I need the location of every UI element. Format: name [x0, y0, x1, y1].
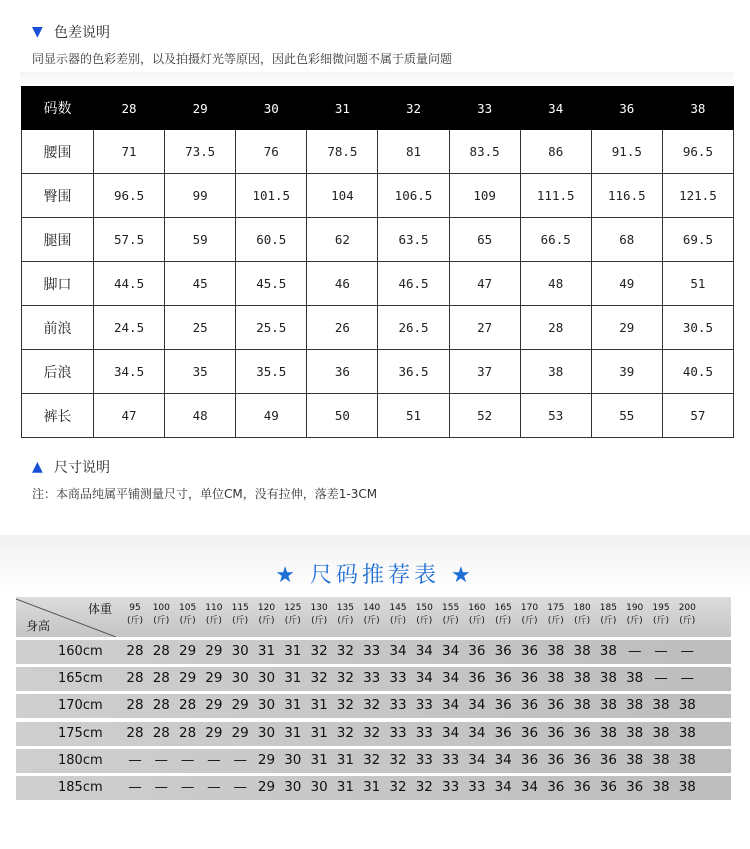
table-row: [22, 306, 734, 350]
size-recommend-cell: 31: [284, 670, 302, 687]
size-recommend-cell: 38: [547, 670, 565, 687]
size-recommend-cell: 33: [389, 697, 407, 714]
measure-value: 30.5: [662, 306, 733, 350]
recommend-row: [16, 667, 731, 691]
weight-header-cell: 180 (斤): [573, 603, 591, 626]
size-recommend-cell: 34: [442, 697, 460, 714]
size-recommend-cell: 31: [284, 724, 302, 741]
measure-value: 27: [449, 306, 520, 350]
size-recommend-cell: 38: [626, 670, 644, 687]
size-recommend-cell: 36: [494, 724, 512, 741]
color-note-text: 同显示器的色彩差别，以及拍摄灯光等原因，因此色彩细微问题不属于质量问题: [32, 52, 453, 66]
weight-header-cell: 165 (斤): [494, 603, 512, 626]
weight-header-cell: 150 (斤): [415, 603, 433, 626]
size-recommend-cell: 38: [573, 697, 591, 714]
size-recommend-cell: 32: [363, 697, 381, 714]
size-recommend-cell: 30: [257, 724, 276, 741]
size-header-cell: 31: [307, 87, 378, 130]
measure-value: 83.5: [449, 130, 520, 174]
size-recommend-cell: 34: [468, 697, 486, 714]
height-value: 160cm: [58, 644, 103, 659]
size-recommend-cell: —: [654, 670, 668, 687]
size-recommend-cell: 38: [573, 643, 591, 659]
measure-value: 44.5: [94, 262, 165, 306]
size-recommend-cell: 32: [415, 779, 433, 795]
size-recommend-cell: 36: [494, 697, 512, 714]
measure-value: 76: [236, 130, 307, 174]
size-recommend-cell: 38: [626, 751, 644, 768]
measure-value: 99: [165, 174, 236, 218]
size-recommend-cell: —: [654, 643, 668, 659]
size-header-cell: 32: [378, 87, 449, 130]
size-recommend-cell: —: [128, 751, 142, 768]
weight-header-cell: 105 (斤): [179, 603, 197, 626]
weight-header-cell: 155 (斤): [442, 603, 460, 626]
size-recommend-cell: 29: [205, 643, 223, 659]
size-recommend-cell: —: [207, 779, 221, 795]
size-recommend-cell: 36: [547, 751, 565, 768]
measure-value: 52: [449, 394, 520, 438]
size-recommend-cell: 28: [152, 724, 170, 741]
measure-value: 121.5: [662, 174, 733, 218]
size-recommend-cell: —: [154, 751, 169, 768]
size-header-cell: 36: [591, 87, 662, 130]
measure-value: 47: [449, 262, 520, 306]
size-recommend-cell: —: [680, 670, 695, 687]
measure-value: 49: [236, 394, 307, 438]
size-recommend-cell: 32: [310, 670, 328, 687]
size-recommend-cell: 31: [336, 779, 354, 795]
size-recommend-cell: 38: [678, 724, 696, 741]
weight-header-cell: 120 (斤): [257, 603, 276, 626]
size-recommend-cell: 36: [520, 751, 539, 768]
size-recommend-cell: 34: [494, 751, 512, 768]
size-recommend-cell: 34: [415, 670, 433, 687]
measure-value: 109: [449, 174, 520, 218]
size-recommend-cell: 36: [599, 779, 617, 795]
height-label: 身高: [26, 619, 51, 633]
measure-value: 69.5: [662, 218, 733, 262]
size-recommend-cell: 32: [336, 643, 354, 659]
size-recommend-cell: 31: [310, 697, 328, 714]
weight-header-cell: 185 (斤): [599, 603, 617, 626]
size-recommend-cell: 31: [257, 643, 276, 659]
measure-value: 57: [662, 394, 733, 438]
recommend-row: [16, 694, 731, 718]
size-recommend-cell: 38: [678, 697, 696, 714]
measure-value: 28: [520, 306, 591, 350]
measure-value: 101.5: [236, 174, 307, 218]
size-recommend-cell: 29: [179, 643, 197, 659]
size-recommend-cell: —: [128, 779, 142, 795]
table-row: [22, 262, 734, 306]
size-recommend-cell: 29: [205, 670, 223, 687]
measure-value: 35.5: [236, 350, 307, 394]
size-recommend-cell: —: [180, 751, 195, 768]
weight-header-cell: 170 (斤): [520, 603, 539, 626]
measure-value: 68: [591, 218, 662, 262]
size-header-cell: 28: [94, 87, 165, 130]
size-header-cell: 30: [236, 87, 307, 130]
size-recommend-cell: 32: [336, 724, 354, 741]
weight-header-cell: 135 (斤): [336, 603, 354, 626]
weight-header-cell: 195 (斤): [652, 603, 670, 626]
weight-header-cell: 95 (斤): [126, 603, 144, 626]
weight-header-cell: 115 (斤): [231, 603, 249, 626]
measure-value: 39: [591, 350, 662, 394]
size-recommend-cell: 31: [336, 751, 354, 768]
size-note-header: [32, 457, 110, 477]
measure-value: 35: [165, 350, 236, 394]
measure-value: 86: [520, 130, 591, 174]
recommend-row: [16, 722, 731, 746]
size-recommend-cell: 36: [520, 670, 539, 687]
size-recommend-cell: 33: [442, 779, 460, 795]
measure-value: 36: [307, 350, 378, 394]
size-recommend-cell: 34: [468, 751, 486, 768]
table-row: [22, 218, 734, 262]
weight-header-cell: 175 (斤): [547, 603, 565, 626]
measure-value: 57.5: [94, 218, 165, 262]
size-recommend-cell: 29: [257, 779, 276, 795]
recommend-title: ★ 尺码推荐表 ★: [275, 563, 475, 588]
size-recommend-cell: 28: [152, 670, 170, 687]
size-recommend-cell: 30: [257, 697, 276, 714]
measure-value: 51: [662, 262, 733, 306]
measure-label: 前浪: [22, 306, 94, 350]
size-recommend-cell: 33: [442, 751, 460, 768]
size-recommend-cell: 30: [284, 779, 302, 795]
measure-value: 104: [307, 174, 378, 218]
measure-value: 96.5: [662, 130, 733, 174]
measure-value: 51: [378, 394, 449, 438]
measure-value: 111.5: [520, 174, 591, 218]
measure-value: 63.5: [378, 218, 449, 262]
size-header-cell: 38: [662, 87, 733, 130]
measure-value: 47: [94, 394, 165, 438]
measure-value: 62: [307, 218, 378, 262]
size-recommend-cell: 28: [126, 724, 144, 741]
weight-header-cell: 130 (斤): [310, 603, 328, 626]
weight-header-cell: 190 (斤): [626, 603, 644, 626]
measure-value: 60.5: [236, 218, 307, 262]
table-row: [22, 174, 734, 218]
measure-value: 49: [591, 262, 662, 306]
measure-value: 45.5: [236, 262, 307, 306]
height-value: 170cm: [58, 698, 103, 714]
size-recommend-cell: 36: [494, 643, 512, 659]
measure-label: 脚口: [22, 262, 94, 306]
size-recommend-cell: —: [233, 779, 247, 795]
size-recommend-cell: 36: [520, 697, 539, 714]
size-recommend-cell: 30: [257, 670, 276, 687]
size-recommend-cell: 29: [231, 724, 249, 741]
size-recommend-cell: 38: [547, 643, 565, 659]
size-recommend-cell: 34: [520, 779, 539, 795]
size-recommend-cell: 34: [442, 724, 460, 741]
size-recommend-cell: 30: [231, 643, 249, 659]
size-recommend-cell: 28: [126, 697, 144, 714]
measure-value: 106.5: [378, 174, 449, 218]
size-recommend-cell: 38: [626, 697, 644, 714]
size-recommend-cell: 28: [152, 697, 170, 714]
size-recommend-cell: 34: [415, 643, 433, 659]
size-recommend-cell: 31: [284, 697, 302, 714]
size-recommend-cell: 34: [468, 724, 486, 741]
size-recommend-cell: —: [180, 779, 195, 795]
size-recommend-cell: 32: [389, 751, 407, 768]
measure-label: 后浪: [22, 350, 94, 394]
size-recommend-cell: 34: [389, 643, 407, 659]
weight-header-cell: 110 (斤): [205, 603, 223, 626]
size-recommend-cell: 33: [389, 724, 407, 741]
size-recommend-cell: 38: [652, 697, 670, 714]
size-recommend-cell: —: [207, 751, 221, 768]
triangle-up-icon: ▲: [32, 459, 43, 475]
size-header-cell: 34: [520, 87, 591, 130]
size-recommend-cell: 33: [415, 751, 433, 768]
size-header-cell: 33: [449, 87, 520, 130]
size-table: [21, 86, 734, 438]
size-recommend-cell: 30: [310, 779, 328, 795]
size-recommend-cell: 28: [126, 643, 144, 659]
triangle-down-icon: ▼: [32, 24, 43, 40]
size-recommend-cell: 36: [494, 670, 512, 687]
measure-value: 37: [449, 350, 520, 394]
size-recommend-cell: 33: [363, 643, 381, 659]
measure-value: 48: [520, 262, 591, 306]
size-recommend-cell: 38: [652, 779, 670, 795]
size-recommend-cell: 29: [257, 751, 276, 768]
measure-value: 65: [449, 218, 520, 262]
size-recommend-cell: 36: [626, 779, 644, 795]
measure-value: 81: [378, 130, 449, 174]
size-recommend-cell: 28: [179, 724, 197, 741]
size-recommend-cell: 36: [573, 724, 591, 741]
size-recommend-cell: 32: [310, 643, 328, 659]
size-recommend-cell: 36: [468, 670, 486, 687]
divider: [20, 72, 734, 86]
color-note-header: [32, 22, 110, 42]
table-row: [22, 130, 734, 174]
size-recommend-cell: 31: [310, 751, 328, 768]
size-table-header: [22, 87, 734, 130]
recommend-row: [16, 776, 731, 800]
size-recommend-cell: 32: [389, 779, 407, 795]
measure-value: 91.5: [591, 130, 662, 174]
size-header-label: 码数: [22, 87, 94, 130]
weight-header-cell: 125 (斤): [284, 603, 302, 626]
measure-value: 96.5: [94, 174, 165, 218]
size-recommend-cell: —: [627, 643, 642, 659]
weight-label: 体重: [88, 602, 113, 616]
recommend-header-row: [16, 597, 731, 637]
measure-value: 25: [165, 306, 236, 350]
size-header-cell: 29: [165, 87, 236, 130]
size-note-title: 尺寸说明: [54, 460, 110, 476]
measure-value: 55: [591, 394, 662, 438]
measure-value: 46.5: [378, 262, 449, 306]
measure-value: 78.5: [307, 130, 378, 174]
measure-value: 116.5: [591, 174, 662, 218]
weight-header-cell: 140 (斤): [363, 603, 381, 626]
size-recommend-cell: 33: [415, 697, 433, 714]
measure-value: 25.5: [236, 306, 307, 350]
height-value: 185cm: [58, 780, 103, 795]
measure-label: 腿围: [22, 218, 94, 262]
size-recommend-cell: 29: [179, 670, 197, 687]
table-row: [22, 394, 734, 438]
size-recommend-cell: 30: [284, 751, 302, 768]
measure-value: 38: [520, 350, 591, 394]
measure-label: 裤长: [22, 394, 94, 438]
measure-value: 29: [591, 306, 662, 350]
size-recommend-cell: 28: [179, 697, 197, 714]
measure-value: 66.5: [520, 218, 591, 262]
height-value: 175cm: [58, 725, 103, 741]
measure-value: 48: [165, 394, 236, 438]
size-recommend-cell: 31: [310, 724, 328, 741]
measure-label: 臀围: [22, 174, 94, 218]
height-value: 180cm: [58, 752, 103, 768]
size-recommend-cell: 38: [652, 724, 670, 741]
measure-value: 26: [307, 306, 378, 350]
size-recommend-cell: 28: [126, 670, 144, 687]
weight-header-cell: 160 (斤): [468, 603, 486, 626]
size-recommend-cell: 32: [363, 724, 381, 741]
measure-value: 24.5: [94, 306, 165, 350]
measure-value: 46: [307, 262, 378, 306]
size-recommend-cell: 33: [363, 670, 381, 687]
size-recommend-cell: —: [154, 779, 169, 795]
size-recommend-cell: 38: [678, 779, 696, 795]
size-recommend-cell: 38: [599, 724, 617, 741]
size-recommend-cell: 36: [547, 779, 565, 795]
size-recommend-cell: 34: [442, 670, 460, 687]
measure-value: 40.5: [662, 350, 733, 394]
size-recommend-cell: 34: [494, 779, 512, 795]
size-recommend-cell: —: [233, 751, 247, 768]
measure-label: 腰围: [22, 130, 94, 174]
size-recommend-cell: 36: [547, 724, 565, 741]
size-recommend-cell: 36: [468, 643, 486, 659]
size-recommend-cell: 36: [573, 779, 591, 795]
size-recommend-cell: 38: [599, 697, 617, 714]
color-note-title: 色差说明: [54, 25, 110, 41]
size-note-text: 注：本商品纯属平铺测量尺寸，单位CM，没有拉伸，落差1-3CM: [32, 487, 378, 501]
weight-header-cell: 100 (斤): [152, 603, 170, 626]
size-recommend-cell: 38: [678, 751, 696, 768]
size-recommend-cell: 31: [284, 643, 302, 659]
measure-value: 73.5: [165, 130, 236, 174]
size-recommend-cell: 32: [336, 670, 354, 687]
recommend-row: [16, 749, 731, 773]
size-recommend-cell: 38: [599, 670, 617, 687]
size-recommend-cell: —: [680, 643, 695, 659]
weight-header-cell: 200 (斤): [678, 603, 696, 626]
table-row: [22, 350, 734, 394]
measure-value: 45: [165, 262, 236, 306]
size-recommend-cell: 29: [231, 697, 249, 714]
height-value: 165cm: [58, 671, 103, 687]
size-recommend-cell: 36: [520, 643, 539, 659]
measure-value: 26.5: [378, 306, 449, 350]
weight-header-cell: 145 (斤): [389, 603, 407, 626]
size-recommend-cell: 38: [626, 724, 644, 741]
size-recommend-cell: 30: [231, 670, 249, 687]
measure-value: 50: [307, 394, 378, 438]
size-recommend-cell: 38: [652, 751, 670, 768]
size-recommend-cell: 32: [363, 751, 381, 768]
size-recommend-cell: 31: [363, 779, 381, 795]
size-recommend-cell: 28: [152, 643, 170, 659]
size-recommend-cell: 36: [547, 697, 565, 714]
recommend-row: [16, 640, 731, 664]
size-recommend-cell: 36: [573, 751, 591, 768]
size-recommend-cell: 36: [520, 724, 539, 741]
size-recommend-cell: 32: [336, 697, 354, 714]
measure-value: 59: [165, 218, 236, 262]
measure-value: 71: [94, 130, 165, 174]
size-recommend-cell: 34: [442, 643, 460, 659]
measure-value: 36.5: [378, 350, 449, 394]
size-recommend-cell: 29: [205, 697, 223, 714]
measure-value: 53: [520, 394, 591, 438]
size-recommend-cell: 33: [468, 779, 486, 795]
size-recommend-cell: 29: [205, 724, 223, 741]
size-recommend-cell: 38: [573, 670, 591, 687]
measure-value: 34.5: [94, 350, 165, 394]
size-recommend-cell: 33: [389, 670, 407, 687]
size-recommend-cell: 36: [599, 751, 617, 768]
size-recommend-cell: 33: [415, 724, 433, 741]
size-recommend-cell: 38: [599, 643, 617, 659]
